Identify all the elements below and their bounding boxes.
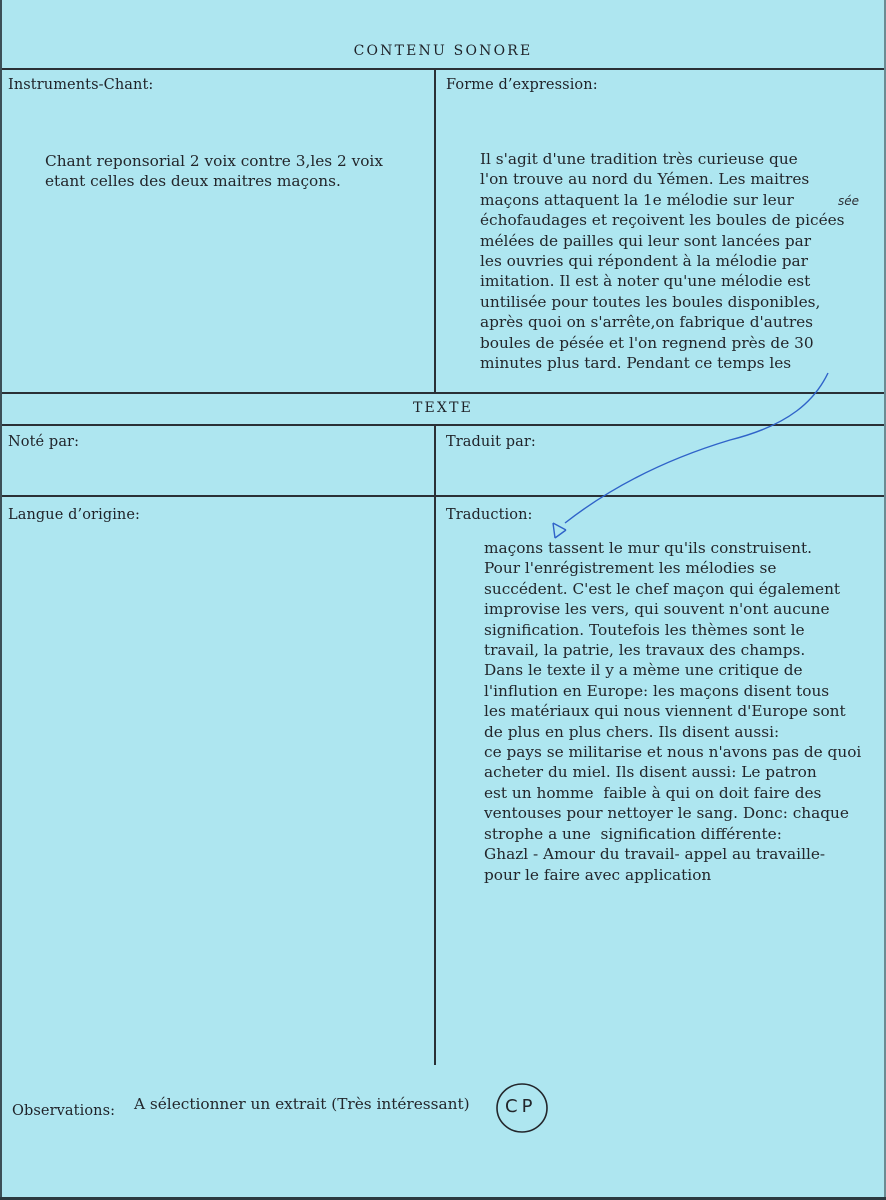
- initials-text: CP: [505, 1096, 537, 1117]
- expression-text: Il s'agit d'une tradition très curieuse que l'on trouve au nord du Yémen. Les maitres maçons attaquent la 1e mélodie sur leur échofaudages et reçoivent les boules de picées mélées de pailles qui leur sont lancées par les ouvries qui répondent à la mélodie par imitation. Il est à noter qu'une mélodie est untilisée pour toutes les boules disponibles, après quoi on s'arrête,on fabrique d'autres boules de pésée et l'on regnend près de 30 minutes plus tard. Pendant ce temps les: [480, 150, 845, 373]
- instruments-label: Instruments-Chant:: [8, 77, 154, 93]
- translated-by-label: Traduit par:: [446, 434, 536, 450]
- section-heading-text: TEXTE: [412, 400, 474, 416]
- instruments-text: Chant reponsorial 2 voix contre 3,les 2 voix etant celles des deux maitres maçons.: [45, 152, 383, 191]
- observations-label: Observations:: [12, 1103, 116, 1119]
- section-heading-sound: CONTENU SONORE: [353, 43, 533, 59]
- translation-label: Traduction:: [446, 507, 533, 523]
- noted-by-label: Noté par:: [8, 434, 80, 450]
- observations-text: A sélectionner un extrait (Très intéressant): [134, 1095, 470, 1113]
- expression-label: Forme d’expression:: [446, 77, 598, 93]
- translation-text: maçons tassent le mur qu'ils construisent. Pour l'enrégistrement les mélodies se succédent. C'est le chef maçon qui également improvise les vers, qui souvent n'ont aucune signification. Toutefois les thèmes sont le travail, la patrie, les travaux des champs. Dans le texte il y a mème une critique de l'inflution en Europe: les maçons disent tous les matériaux qui nous viennent d'Europe sont de plus en plus chers. Ils disent aussi: ce pays se militarise et nous n'avons pas de quoi acheter du miel. Ils disent aussi: Le patron est un homme faible à qui on doit faire des ventouses pour nettoyer le sang. Donc: chaque strophe a une signification différente: Ghazl - Amour du travail- appel au travaille- pour le faire avec application: [484, 539, 862, 884]
- handwritten-correction: sée: [838, 194, 860, 208]
- origin-language-label: Langue d’origine:: [8, 507, 141, 523]
